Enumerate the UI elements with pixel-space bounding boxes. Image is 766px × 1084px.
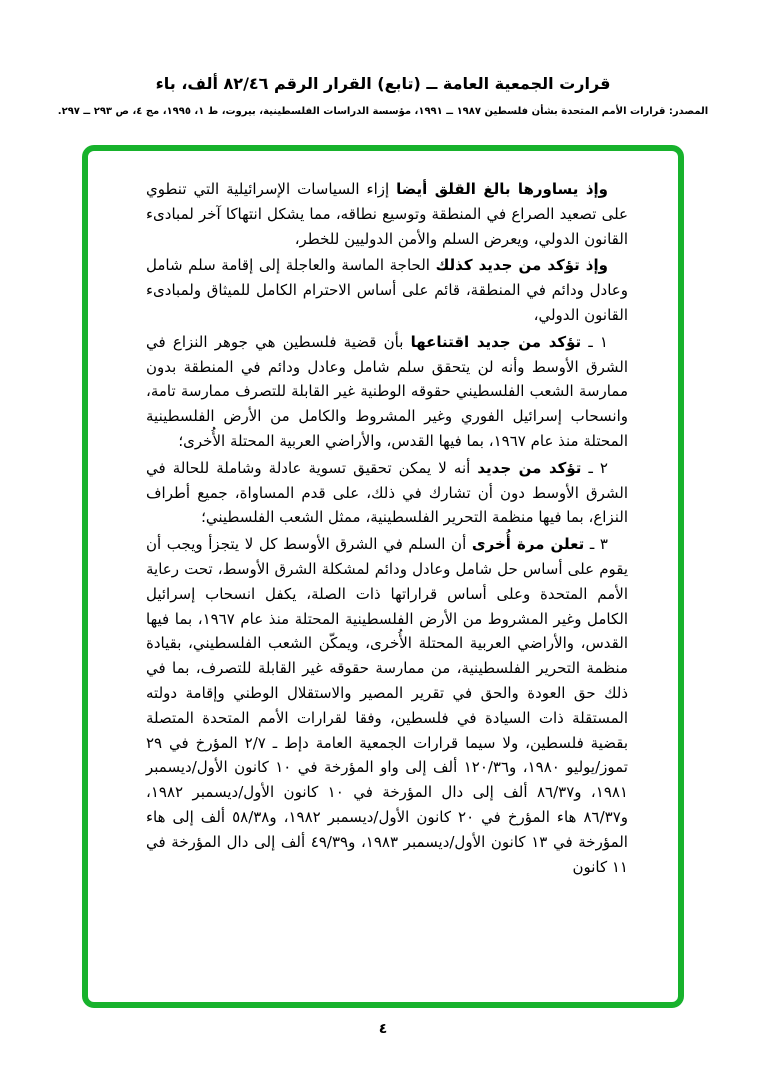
operative-paragraph-2 [146, 456, 628, 530]
paragraph-lead: تؤكد من جديد [477, 458, 582, 477]
resolution-text-block [146, 177, 628, 881]
paragraph-text: إزاء السياسات الإسرائيلية التي تنطوي على تصعيد الصراع في المنطقة وتوسيع نطاقه، مما يشكل انتهاكا آخر لمبادىء القانون الدولي، ويعرض السلم والأمن الدوليين للخطر، [146, 180, 628, 248]
operative-paragraph-3 [146, 532, 628, 879]
paragraph-lead: تعلن مرة أُخرى [471, 535, 585, 554]
page-title: قرارت الجمعية العامة ــ (تابع) القرار الرقم ٨٢/٤٦ ألف، باء [155, 74, 611, 93]
paragraph-lead: وإذ يساورها بالغ القلق أيضا [396, 180, 608, 198]
paragraph-number: ١ ـ [588, 332, 608, 351]
paragraph-text: بأن قضية فلسطين هي جوهر النزاع في الشرق الأوسط وأنه لن يتحقق سلم شامل وعادل ودائم في المنطقة بدون ممارسة الشعب الفلسطيني حقوقه الوطنية غير القابلة للتصرف ممارسة تامة، وانسحاب إسرائيل الفوري وغير المشروط والكامل من الأرض الفلسطينية المحتلة منذ عام ١٩٦٧، بما فيها القدس، والأراضي العربية المحتلة الأُخرى؛ [146, 332, 628, 450]
preamble-paragraph [146, 253, 628, 327]
paragraph-lead: تؤكد من جديد اقتناعها [410, 332, 582, 351]
source-citation: المصدر: قرارات الأمم المتحدة بشأن فلسطين ١٩٨٧ ــ ١٩٩١، مؤسسة الدراسات الفلسطينية، بيروت، ط ١، ١٩٩٥، مج ٤، ص ٢٩٣ ــ ٢٩٧. [57, 106, 709, 117]
page-number: ٤ [378, 1021, 388, 1037]
preamble-paragraph [146, 177, 628, 251]
paragraph-text: أنه لا يمكن تحقيق تسوية عادلة وشاملة للحالة في الشرق الأوسط دون أن تشارك في ذلك، على قدم المساواة، جميع أطراف النزاع، بما فيها منظمة التحرير الفلسطينية، ممثل الشعب الفلسطيني؛ [146, 458, 628, 527]
paragraph-number: ٣ ـ [589, 535, 608, 554]
paragraph-lead: وإذ تؤكد من جديد كذلك [435, 256, 608, 275]
paragraph-text: أن السلم في الشرق الأوسط كل لا يتجزأ ويجب أن يقوم على أساس حل شامل وعادل ودائم لمشكلة الشرق الأوسط، تحت رعاية الأمم المتحدة وعلى أساس قراراتها ذات الصلة، يكفل انسحاب إسرائيل الكامل وغير المشروط من الأرض الفلسطينية المحتلة منذ عام ١٩٦٧، بما فيها القدس، والأراضي العربية المحتلة الأُخرى، ويمكّن الشعب الفلسطيني، بقيادة منظمة التحرير الفلسطينية، من ممارسة حقوقه غير القابلة للتصرف، بما في ذلك حق العودة والحق في تقرير المصير والاستقلال الوطني وإقامة دولته المستقلة ذات السيادة في فلسطين، وفقا لقرارات الأمم المتحدة المتصلة بقضية فلسطين، ولا سيما قرارات الجمعية العامة دإط ـ ٢/٧ المؤرخ في ٢٩ تموز/يوليو ١٩٨٠، و١٢٠/٣٦ ألف إلى واو المؤرخة في ١٠ كانون الأول/ديسمبر ١٩٨١، و٨٦/٣٧ ألف إلى دال المؤرخة في ١٠ كانون الأول/ديسمبر ١٩٨٢، و٨٦/٣٧ هاء المؤرخ في ٢٠ كانون الأول/ديسمبر ١٩٨٢، و٥٨/٣٨ ألف إلى هاء المؤرخة في ١٣ كانون الأول/ديسمبر ١٩٨٣، و٤٩/٣٩ ألف إلى دال المؤرخة في ١١ كانون [146, 535, 629, 876]
operative-paragraph-1 [146, 330, 628, 454]
paragraph-number: ٢ ـ [588, 458, 608, 477]
content-border-box [82, 145, 684, 1008]
paragraph-text: الحاجة الماسة والعاجلة إلى إقامة سلم شامل وعادل ودائم في المنطقة، قائم على أساس الاحترام الكامل للميثاق ولمبادىء القانون الدولي، [146, 256, 628, 324]
